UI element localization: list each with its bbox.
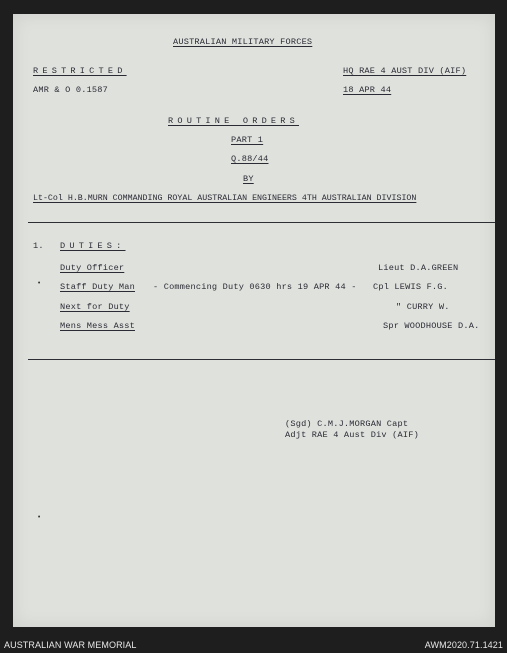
headquarters: HQ RAE 4 AUST DIV (AIF) (343, 66, 467, 76)
duty-person: Lieut D.A.GREEN (378, 263, 459, 273)
document-title: ROUTINE ORDERS (168, 116, 299, 126)
margin-tick: • (37, 280, 42, 288)
duty-role: Duty Officer (60, 263, 125, 273)
divider-bottom (28, 359, 495, 360)
document-date: 18 APR 44 (343, 85, 392, 95)
section-number: 1. (33, 241, 44, 251)
order-number: Q.88/44 (231, 154, 269, 164)
duty-role: Mens Mess Asst (60, 321, 135, 331)
divider-top (28, 222, 495, 223)
document-header: AUSTRALIAN MILITARY FORCES (173, 37, 313, 47)
margin-tick: • (37, 514, 42, 522)
duty-person: Cpl LEWIS F.G. (373, 282, 448, 292)
duty-person: " CURRY W. (396, 302, 450, 312)
by-label: BY (243, 174, 254, 184)
duty-person: Spr WOODHOUSE D.A. (383, 321, 480, 331)
duty-detail: - Commencing Duty 0630 hrs 19 APR 44 - (153, 282, 357, 292)
signature-line-1: (Sgd) C.M.J.MORGAN Capt (285, 419, 409, 429)
footer-accession: AWM2020.71.1421 (424, 640, 503, 650)
reference-number: AMR & O 0.1587 (33, 85, 108, 95)
classification: RESTRICTED (33, 66, 127, 76)
signature-line-2: Adjt RAE 4 Aust Div (AIF) (285, 430, 419, 440)
part-number: PART 1 (231, 135, 264, 145)
document-page (13, 14, 495, 627)
duty-role: Next for Duty (60, 302, 130, 312)
duty-role: Staff Duty Man (60, 282, 135, 292)
section-title: DUTIES: (60, 241, 126, 251)
footer-institution: AUSTRALIAN WAR MEMORIAL (4, 640, 137, 650)
commander-line: Lt-Col H.B.MURN COMMANDING ROYAL AUSTRALIAN ENGINEERS 4TH AUSTRALIAN DIVISION (33, 194, 417, 203)
